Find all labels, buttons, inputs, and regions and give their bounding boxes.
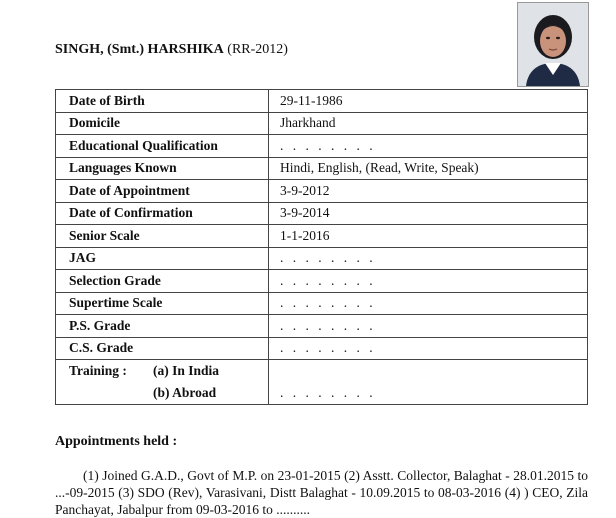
row-label: Senior Scale [56, 225, 269, 248]
row-value: . . . . . . . . [269, 337, 588, 360]
row-value: 1-1-2016 [269, 225, 588, 248]
table-row [56, 90, 588, 113]
row-label: JAG [56, 247, 269, 270]
row-label: Domicile [56, 112, 269, 135]
training-label: Training : [69, 363, 127, 378]
row-label: Date of Confirmation [56, 202, 269, 225]
appointments-title: Appointments held : [55, 434, 178, 449]
row-value: . . . . . . . . [269, 315, 588, 338]
training-india-value [280, 360, 587, 382]
table-row [56, 135, 588, 158]
row-label: Date of Birth [56, 90, 269, 113]
table-row [56, 157, 588, 180]
service-details-table [55, 89, 588, 405]
training-india-label: (a) In India [153, 363, 220, 378]
table-row [56, 292, 588, 315]
row-value: . . . . . . . . [269, 135, 588, 158]
row-value: Hindi, English, (Read, Write, Speak) [269, 157, 588, 180]
officer-name: SINGH, (Smt.) HARSHIKA [55, 42, 224, 57]
table-row [56, 225, 588, 248]
row-label: Date of Appointment [56, 180, 269, 203]
row-label: C.S. Grade [56, 337, 269, 360]
row-label: Selection Grade [56, 270, 269, 293]
row-value: 3-9-2014 [269, 202, 588, 225]
appointments-text [55, 467, 588, 518]
row-value: 3-9-2012 [269, 180, 588, 203]
table-row [56, 315, 588, 338]
appointments-paragraph: (1) Joined G.A.D., Govt of M.P. on 23-01-2015 (2) Asstt. Collector, Balaghat - 28.01.2015 to ...-09-2015 (3) SDO (Rev), Varasivani, Distt Balaghat - 10.09.2015 to 08-03-2016 (4) ) CEO, Zila Panchayat, Jabalpur from 09-03-2016 to .......... [55, 468, 588, 517]
row-value: . . . . . . . . [269, 247, 588, 270]
officer-heading [55, 42, 288, 58]
training-row [56, 360, 588, 405]
table-row [56, 202, 588, 225]
row-value: 29-11-1986 [269, 90, 588, 113]
row-value: Jharkhand [269, 112, 588, 135]
row-label: Supertime Scale [56, 292, 269, 315]
row-value: . . . . . . . . [269, 270, 588, 293]
table-row [56, 270, 588, 293]
training-abroad-label: (b) Abroad [153, 385, 217, 400]
row-label: Educational Qualification [56, 135, 269, 158]
table-row [56, 337, 588, 360]
table-row [56, 112, 588, 135]
training-value-cell [269, 360, 588, 405]
row-value: . . . . . . . . [269, 292, 588, 315]
row-label: Languages Known [56, 157, 269, 180]
portrait-photo [517, 2, 589, 87]
row-label: P.S. Grade [56, 315, 269, 338]
training-abroad-value: . . . . . . . . [280, 385, 376, 400]
table-row [56, 247, 588, 270]
officer-batch: (RR-2012) [227, 42, 288, 57]
training-label-cell [56, 360, 269, 405]
table-row [56, 180, 588, 203]
